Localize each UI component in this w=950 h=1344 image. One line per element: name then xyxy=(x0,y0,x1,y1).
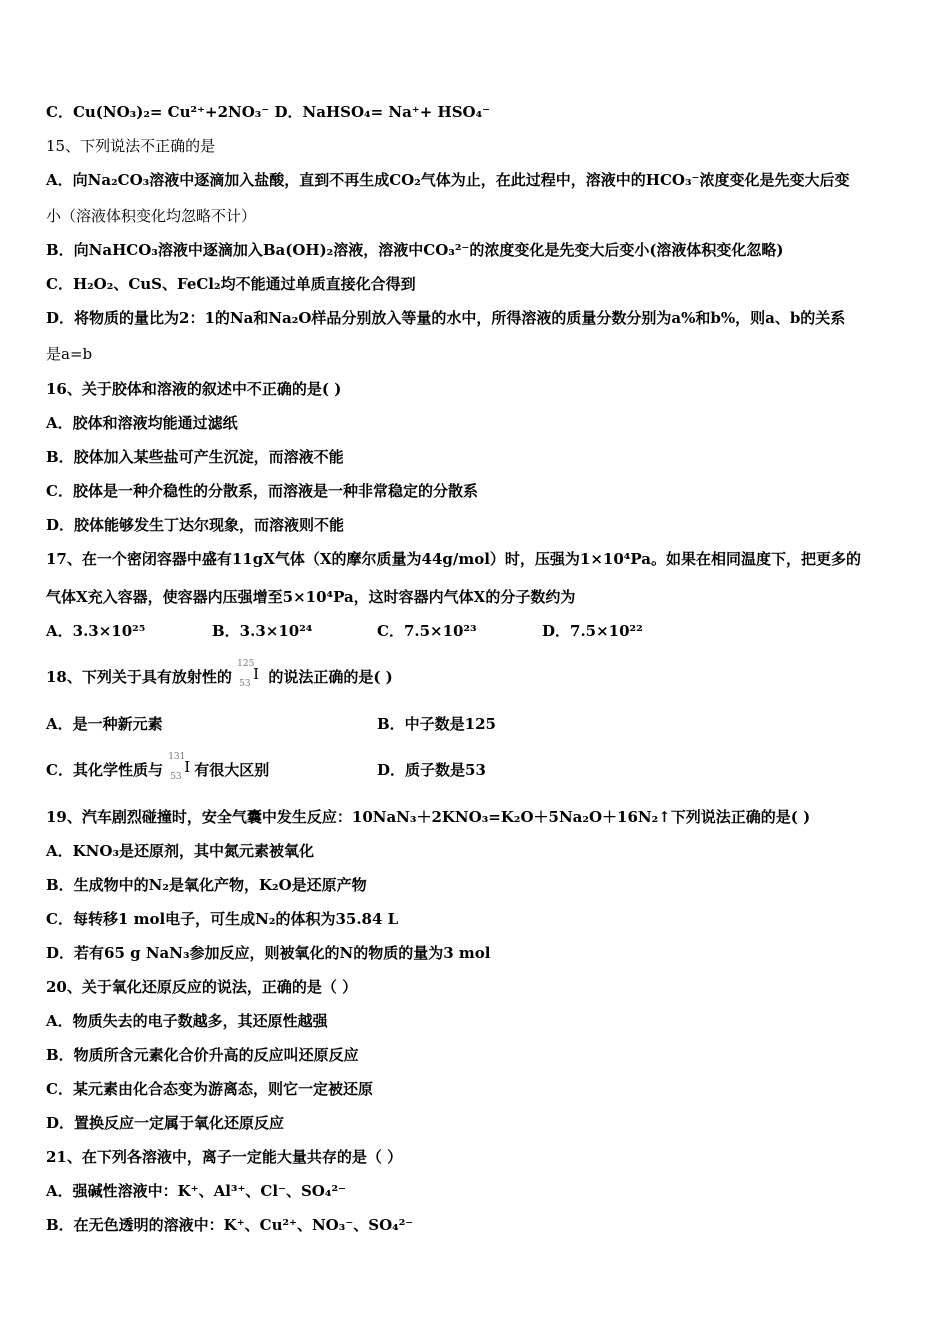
q20-option-d: D．置换反应一定属于氧化还原反应 xyxy=(46,1114,285,1132)
q17-option-b: B．3.3×10²⁴ xyxy=(212,622,313,640)
element-symbol: I xyxy=(253,665,260,683)
atomic-number: 53 xyxy=(170,772,182,782)
q17-stem-cont: 气体X充入容器，使容器内压强增至5×10⁴Pa，这时容器内气体X的分子数约为 xyxy=(46,588,576,606)
q21-stem: 21、在下列各溶液中，离子一定能大量共存的是（ ） xyxy=(46,1148,403,1166)
q18-option-c-post: 有很大区别 xyxy=(194,761,270,779)
q18-stem-post: 的说法正确的是( ) xyxy=(268,668,393,686)
q20-option-a: A．物质失去的电子数越多，其还原性越强 xyxy=(46,1012,328,1030)
q15-option-c: C．H₂O₂、CuS、FeCl₂均不能通过单质直接化合得到 xyxy=(46,275,416,293)
atomic-number: 53 xyxy=(239,679,251,689)
q15-option-a: A．向Na₂CO₃溶液中逐滴加入盐酸，直到不再生成CO₂气体为止，在此过程中，溶液中的HCO₃⁻浓度变化是先变大后变 xyxy=(46,171,850,189)
mass-number: 131 xyxy=(168,752,186,762)
q15-option-d: D．将物质的量比为2：1的Na和Na₂O样品分别放入等量的水中，所得溶液的质量分数分别为a%和b%，则a、b的关系 xyxy=(46,309,846,327)
q19-option-d: D．若有65 g NaN₃参加反应，则被氧化的N的物质的量为3 mol xyxy=(46,944,491,962)
q15-option-a-cont: 小（溶液体积变化均忽略不计） xyxy=(46,207,257,225)
q18-option-c xyxy=(46,752,270,782)
q16-stem: 16、关于胶体和溶液的叙述中不正确的是( ) xyxy=(46,380,342,398)
q20-option-c: C．某元素由化合态变为游离态，则它一定被还原 xyxy=(46,1080,373,1098)
q18-stem xyxy=(46,659,393,689)
q18-option-d: D．质子数是53 xyxy=(377,761,486,779)
q21-option-a: A．强碱性溶液中：K⁺、Al³⁺、Cl⁻、SO₄²⁻ xyxy=(46,1182,346,1200)
element-symbol: I xyxy=(184,758,191,776)
q15-option-b: B．向NaHCO₃溶液中逐滴加入Ba(OH)₂溶液，溶液中CO₃²⁻的浓度变化是先变大后变小(溶液体积变化忽略) xyxy=(46,241,784,259)
q15-option-d-cont: 是a=b xyxy=(46,345,93,363)
q19-option-a: A．KNO₃是还原剂，其中氮元素被氧化 xyxy=(46,842,315,860)
q19-option-c: C．每转移1 mol电子，可生成N₂的体积为35.84 L xyxy=(46,910,399,928)
q18-option-c-pre: C．其化学性质与 xyxy=(46,761,163,779)
q18-option-b: B．中子数是125 xyxy=(377,715,496,733)
q16-option-d: D．胶体能够发生丁达尔现象，而溶液则不能 xyxy=(46,516,345,534)
q16-option-a: A．胶体和溶液均能通过滤纸 xyxy=(46,414,238,432)
q19-option-b: B．生成物中的N₂是氧化产物，K₂O是还原产物 xyxy=(46,876,367,894)
q19-stem: 19、汽车剧烈碰撞时，安全气囊中发生反应：10NaN₃＋2KNO₃=K₂O＋5Na₂O＋16N₂↑下列说法正确的是( ) xyxy=(46,808,811,826)
q17-option-d: D．7.5×10²² xyxy=(542,622,643,640)
q20-stem: 20、关于氧化还原反应的说法，正确的是（ ） xyxy=(46,978,358,996)
q18-option-a: A．是一种新元素 xyxy=(46,715,163,733)
mass-number: 125 xyxy=(237,659,255,669)
q17-stem: 17、在一个密闭容器中盛有11gX气体（X的摩尔质量为44g/mol）时，压强为1×10⁴Pa。如果在相同温度下，把更多的 xyxy=(46,550,861,568)
q21-option-b: B．在无色透明的溶液中：K⁺、Cu²⁺、NO₃⁻、SO₄²⁻ xyxy=(46,1216,414,1234)
q15-stem: 15、下列说法不正确的是 xyxy=(46,137,216,155)
q16-option-b: B．胶体加入某些盐可产生沉淀，而溶液不能 xyxy=(46,448,344,466)
q16-option-c: C．胶体是一种介稳性的分散系，而溶液是一种非常稳定的分散系 xyxy=(46,482,478,500)
q18-stem-pre: 18、下列关于具有放射性的 xyxy=(46,668,232,686)
q17-option-a: A．3.3×10²⁵ xyxy=(46,622,146,640)
nuclide-i131 xyxy=(168,752,194,782)
q14-options-cd: C．Cu(NO₃)₂= Cu²⁺+2NO₃⁻ D．NaHSO₄= Na⁺+ HSO₄⁻ xyxy=(46,103,491,121)
q17-option-c: C．7.5×10²³ xyxy=(377,622,477,640)
nuclide-i125 xyxy=(237,659,263,689)
q20-option-b: B．物质所含元素化合价升高的反应叫还原反应 xyxy=(46,1046,359,1064)
